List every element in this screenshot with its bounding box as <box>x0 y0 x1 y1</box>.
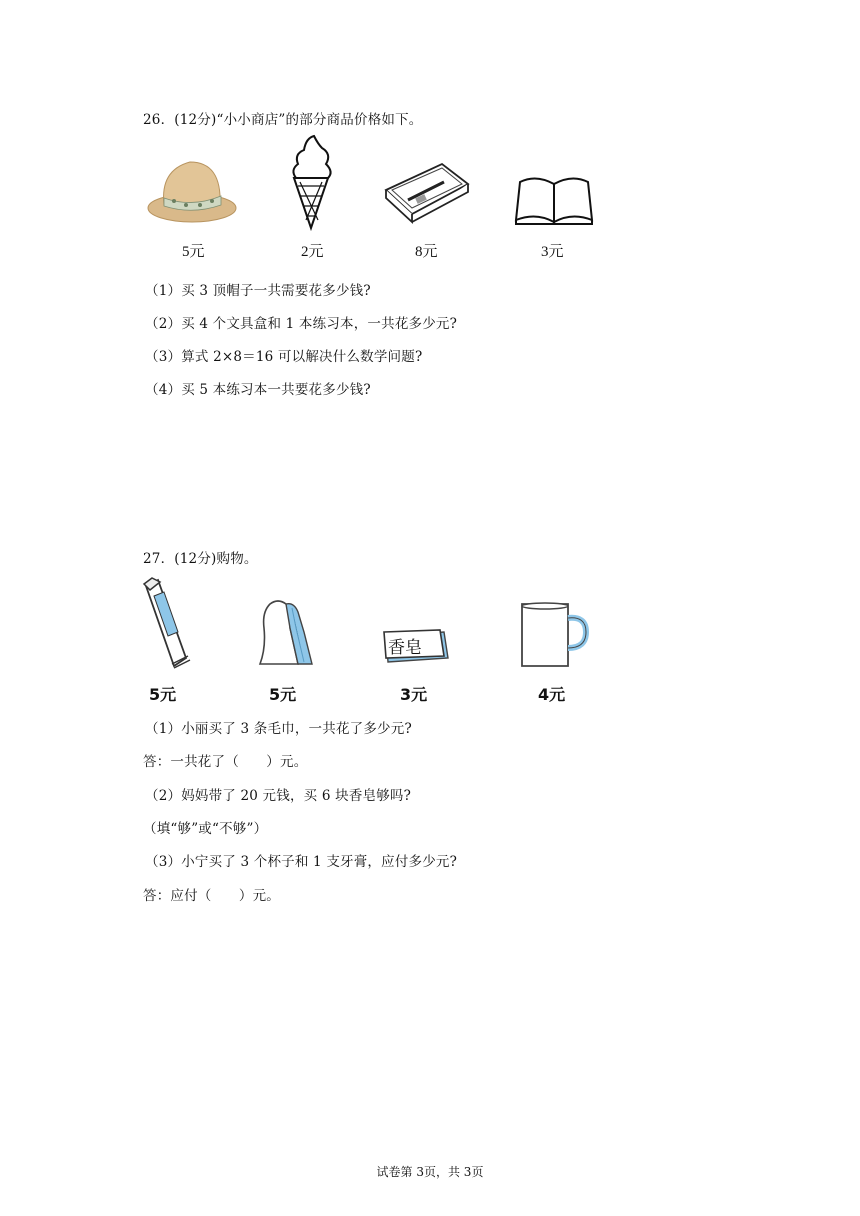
question-27-1: （1）小丽买了 3 条毛巾，一共花了多少元? <box>145 721 412 737</box>
notebook-icon <box>514 176 594 226</box>
question-26-2: （2）买 4 个文具盒和 1 本练习本，一共花多少元? <box>145 316 458 332</box>
question-26-title: 26．(12分)“小小商店”的部分商品价格如下。 <box>143 112 423 128</box>
soap-label: 香皂 <box>388 638 422 658</box>
question-27-2: （2）妈妈带了 20 元钱，买 6 块香皂够吗? <box>145 788 412 804</box>
question-26-4: （4）买 5 本练习本一共要花多少钱? <box>145 382 371 398</box>
hat-price: 5元 <box>182 244 205 260</box>
cup-price: 4元 <box>538 685 566 704</box>
question-26-3: （3）算式 2×8＝16 可以解决什么数学问题? <box>145 349 423 365</box>
towel-icon <box>254 598 314 670</box>
soap-price: 3元 <box>400 685 428 704</box>
toothpaste-price: 5元 <box>149 685 177 704</box>
question-27-3: （3）小宁买了 3 个杯子和 1 支牙膏，应付多少元? <box>145 854 458 870</box>
answer-27-3: 答：应付（ ）元。 <box>143 888 280 904</box>
ice-cream-price: 2元 <box>301 244 324 260</box>
ice-cream-icon <box>288 134 334 230</box>
towel-price: 5元 <box>269 685 297 704</box>
question-27-2-hint: （填“够”或“不够”） <box>143 821 268 837</box>
question-27-title: 27．(12分)购物。 <box>143 551 258 567</box>
pencil-case-price: 8元 <box>415 244 438 260</box>
answer-27-1: 答：一共花了（ ）元。 <box>143 754 308 770</box>
cup-icon <box>518 600 592 672</box>
toothpaste-icon <box>142 576 192 670</box>
notebook-price: 3元 <box>541 244 564 260</box>
question-26-1: （1）买 3 顶帽子一共需要花多少钱? <box>145 283 371 299</box>
pencil-case-icon <box>382 160 470 222</box>
hat-icon <box>144 150 242 230</box>
page-footer: 试卷第 3页，共 3页 <box>376 1165 484 1179</box>
